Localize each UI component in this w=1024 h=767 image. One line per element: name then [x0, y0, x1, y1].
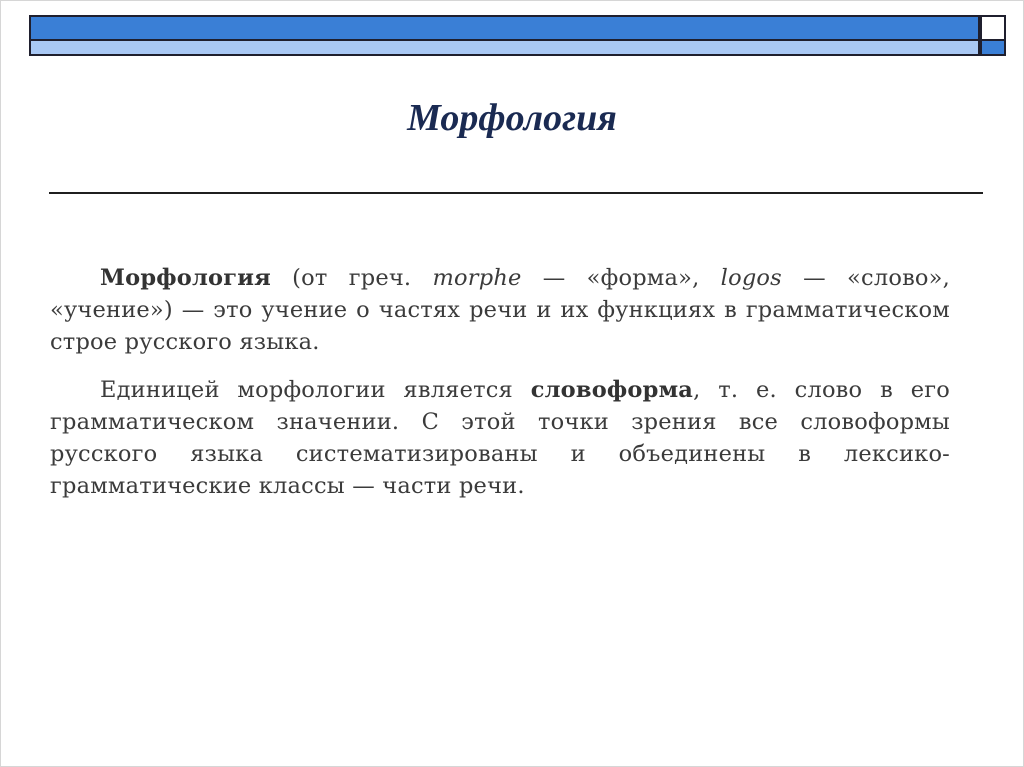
slide-title: Морфология [407, 97, 617, 139]
term-morphology: Морфология [100, 265, 271, 291]
greek-word-morphe: morphe [432, 265, 522, 291]
greek-word-logos: logos [720, 265, 782, 291]
header-corner-block [980, 15, 1006, 56]
definition-text-3: — «слово», «учение») — это учение о частях речи и их функциях в грамматическом строе русского языка. [50, 265, 950, 355]
title-divider [49, 192, 983, 194]
definition-text-2: — «форма», [521, 265, 721, 291]
term-wordform: словоформа [530, 377, 694, 403]
unit-text-1: Единицей морфологии является [100, 377, 531, 403]
header-decorative-bar [29, 15, 980, 56]
definition-paragraph [50, 262, 950, 358]
definition-text-1: (от греч. [270, 265, 433, 291]
slide-body [50, 262, 950, 502]
corner-square-white [982, 17, 1004, 39]
unit-paragraph [50, 374, 950, 502]
corner-square-blue [982, 41, 1004, 54]
header-band-dark [31, 17, 978, 39]
unit-text-2: , т. е. слово в его грамматическом значении. С этой точки зрения все словоформы русского языка систематизированы и объединены в лексико-грамматические классы — части речи. [50, 377, 950, 499]
header-band-light [31, 41, 978, 54]
